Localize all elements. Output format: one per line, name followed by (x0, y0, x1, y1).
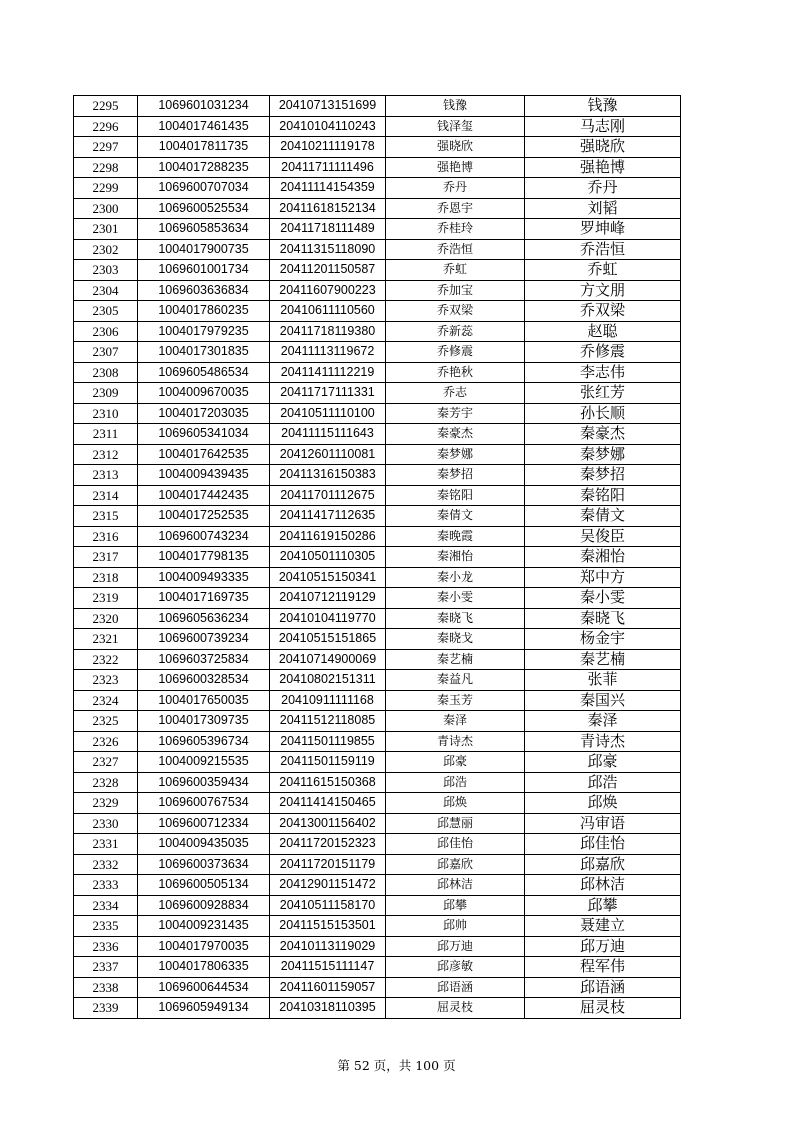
confirmed-name-cell: 赵聪 (525, 321, 681, 342)
table-row (74, 485, 681, 506)
registration-id-cell: 20411512118085 (270, 711, 386, 732)
registration-id-cell: 20411411112219 (270, 362, 386, 383)
confirmed-name-cell: 邱嘉欣 (525, 854, 681, 875)
confirmed-name-cell: 秦小雯 (525, 588, 681, 609)
registration-id-cell: 20410511158170 (270, 895, 386, 916)
registration-id-cell: 20410911111168 (270, 690, 386, 711)
sequence-number-cell: 2322 (74, 649, 138, 670)
table-row (74, 711, 681, 732)
candidate-id-cell: 1069605853634 (138, 219, 270, 240)
candidate-id-cell: 1004017650035 (138, 690, 270, 711)
name-cell: 秦晓戈 (386, 629, 525, 650)
sequence-number-cell: 2299 (74, 178, 138, 199)
table-row (74, 875, 681, 896)
candidate-id-cell: 1004017461435 (138, 116, 270, 137)
name-cell: 乔双梁 (386, 301, 525, 322)
name-cell: 乔志 (386, 383, 525, 404)
confirmed-name-cell: 秦泽 (525, 711, 681, 732)
candidate-id-cell: 1004017811735 (138, 137, 270, 158)
registration-id-cell: 20411315118090 (270, 239, 386, 260)
name-cell: 乔新蕊 (386, 321, 525, 342)
sequence-number-cell: 2338 (74, 977, 138, 998)
candidate-id-cell: 1069600743234 (138, 526, 270, 547)
name-cell: 邱万迪 (386, 936, 525, 957)
sequence-number-cell: 2339 (74, 998, 138, 1019)
registration-id-cell: 20410113119029 (270, 936, 386, 957)
sequence-number-cell: 2312 (74, 444, 138, 465)
registration-id-cell: 20411417112635 (270, 506, 386, 527)
registration-id-cell: 20411201150587 (270, 260, 386, 281)
registration-id-cell: 20412601110081 (270, 444, 386, 465)
confirmed-name-cell: 吴俊臣 (525, 526, 681, 547)
confirmed-name-cell: 冯审语 (525, 813, 681, 834)
sequence-number-cell: 2314 (74, 485, 138, 506)
table-row (74, 670, 681, 691)
confirmed-name-cell: 刘韬 (525, 198, 681, 219)
candidate-id-cell: 1069600739234 (138, 629, 270, 650)
candidate-id-cell: 1004009439435 (138, 465, 270, 486)
candidate-id-cell: 1069600525534 (138, 198, 270, 219)
candidate-id-cell: 1069605396734 (138, 731, 270, 752)
table-row (74, 198, 681, 219)
page-footer: 第 52 页，共 100 页 (337, 1058, 456, 1073)
candidate-id-cell: 1004017301835 (138, 342, 270, 363)
table-row (74, 895, 681, 916)
table-row (74, 342, 681, 363)
sequence-number-cell: 2328 (74, 772, 138, 793)
candidate-id-cell: 1069605341034 (138, 424, 270, 445)
name-cell: 秦小雯 (386, 588, 525, 609)
table-row (74, 629, 681, 650)
registration-id-cell: 20412901151472 (270, 875, 386, 896)
confirmed-name-cell: 张红芳 (525, 383, 681, 404)
candidate-id-cell: 1004017979235 (138, 321, 270, 342)
name-cell: 邱帅 (386, 916, 525, 937)
candidate-id-cell: 1004017288235 (138, 157, 270, 178)
sequence-number-cell: 2298 (74, 157, 138, 178)
registration-id-cell: 20411515111147 (270, 957, 386, 978)
confirmed-name-cell: 郑中方 (525, 567, 681, 588)
candidate-id-cell: 1069600359434 (138, 772, 270, 793)
name-cell: 乔浩恒 (386, 239, 525, 260)
table-row (74, 834, 681, 855)
table-row (74, 957, 681, 978)
name-cell: 邱慧丽 (386, 813, 525, 834)
candidate-id-cell: 1004009435035 (138, 834, 270, 855)
name-cell: 秦梦娜 (386, 444, 525, 465)
confirmed-name-cell: 马志刚 (525, 116, 681, 137)
sequence-number-cell: 2302 (74, 239, 138, 260)
candidate-id-cell: 1004009670035 (138, 383, 270, 404)
registration-id-cell: 20411720151179 (270, 854, 386, 875)
sequence-number-cell: 2297 (74, 137, 138, 158)
table-row (74, 465, 681, 486)
confirmed-name-cell: 秦湘怡 (525, 547, 681, 568)
candidate-id-cell: 1069600328534 (138, 670, 270, 691)
candidate-id-cell: 1004017860235 (138, 301, 270, 322)
registration-id-cell: 20410515150341 (270, 567, 386, 588)
registration-id-cell: 20411720152323 (270, 834, 386, 855)
sequence-number-cell: 2306 (74, 321, 138, 342)
registration-id-cell: 20410501110305 (270, 547, 386, 568)
table-row (74, 649, 681, 670)
table-row (74, 526, 681, 547)
confirmed-name-cell: 乔修震 (525, 342, 681, 363)
registration-id-cell: 20410511110100 (270, 403, 386, 424)
name-cell: 乔修震 (386, 342, 525, 363)
registration-id-cell: 20413001156402 (270, 813, 386, 834)
table-row (74, 96, 681, 117)
registration-id-cell: 20411601159057 (270, 977, 386, 998)
candidate-id-cell: 1069605486534 (138, 362, 270, 383)
table-row (74, 362, 681, 383)
table-row (74, 506, 681, 527)
sequence-number-cell: 2315 (74, 506, 138, 527)
confirmed-name-cell: 钱豫 (525, 96, 681, 117)
candidate-id-cell: 1069601001734 (138, 260, 270, 281)
registration-id-cell: 20411619150286 (270, 526, 386, 547)
sequence-number-cell: 2333 (74, 875, 138, 896)
name-cell: 强晓欣 (386, 137, 525, 158)
table-row (74, 936, 681, 957)
confirmed-name-cell: 罗坤峰 (525, 219, 681, 240)
sequence-number-cell: 2319 (74, 588, 138, 609)
sequence-number-cell: 2336 (74, 936, 138, 957)
registration-id-cell: 20411501159119 (270, 752, 386, 773)
sequence-number-cell: 2316 (74, 526, 138, 547)
candidate-id-cell: 1004017252535 (138, 506, 270, 527)
sequence-number-cell: 2334 (74, 895, 138, 916)
table-row (74, 301, 681, 322)
name-cell: 青诗杰 (386, 731, 525, 752)
candidate-id-cell: 1069600373634 (138, 854, 270, 875)
registration-id-cell: 20411414150465 (270, 793, 386, 814)
candidate-id-cell: 1069600707034 (138, 178, 270, 199)
registration-id-cell: 20410611110560 (270, 301, 386, 322)
sequence-number-cell: 2304 (74, 280, 138, 301)
table-row (74, 793, 681, 814)
name-cell: 邱林洁 (386, 875, 525, 896)
candidate-id-cell: 1069600505134 (138, 875, 270, 896)
confirmed-name-cell: 邱万迪 (525, 936, 681, 957)
name-cell: 邱佳怡 (386, 834, 525, 855)
confirmed-name-cell: 乔双梁 (525, 301, 681, 322)
table-row (74, 588, 681, 609)
registration-id-cell: 20410714900069 (270, 649, 386, 670)
table-row (74, 977, 681, 998)
registration-id-cell: 20410712119129 (270, 588, 386, 609)
name-cell: 乔桂玲 (386, 219, 525, 240)
confirmed-name-cell: 乔浩恒 (525, 239, 681, 260)
sequence-number-cell: 2309 (74, 383, 138, 404)
sequence-number-cell: 2323 (74, 670, 138, 691)
name-cell: 秦倩文 (386, 506, 525, 527)
name-cell: 钱泽玺 (386, 116, 525, 137)
registration-id-cell: 20411718119380 (270, 321, 386, 342)
sequence-number-cell: 2295 (74, 96, 138, 117)
table-row (74, 137, 681, 158)
registration-id-cell: 20411711111496 (270, 157, 386, 178)
table-row (74, 567, 681, 588)
candidate-id-cell: 1069605636234 (138, 608, 270, 629)
table-row (74, 280, 681, 301)
confirmed-name-cell: 屈灵枝 (525, 998, 681, 1019)
table-row (74, 772, 681, 793)
sequence-number-cell: 2317 (74, 547, 138, 568)
registration-id-cell: 20410104119770 (270, 608, 386, 629)
sequence-number-cell: 2321 (74, 629, 138, 650)
records-table (73, 95, 681, 1019)
registration-id-cell: 20411316150383 (270, 465, 386, 486)
confirmed-name-cell: 孙长顺 (525, 403, 681, 424)
confirmed-name-cell: 邱攀 (525, 895, 681, 916)
candidate-id-cell: 1004017309735 (138, 711, 270, 732)
name-cell: 屈灵枝 (386, 998, 525, 1019)
table-row (74, 157, 681, 178)
table-row (74, 854, 681, 875)
registration-id-cell: 20410802151311 (270, 670, 386, 691)
registration-id-cell: 20411718111489 (270, 219, 386, 240)
confirmed-name-cell: 方文朋 (525, 280, 681, 301)
name-cell: 乔加宝 (386, 280, 525, 301)
table-row (74, 260, 681, 281)
name-cell: 秦湘怡 (386, 547, 525, 568)
name-cell: 邱浩 (386, 772, 525, 793)
sequence-number-cell: 2320 (74, 608, 138, 629)
sequence-number-cell: 2303 (74, 260, 138, 281)
candidate-id-cell: 1004017806335 (138, 957, 270, 978)
candidate-id-cell: 1004017203035 (138, 403, 270, 424)
candidate-id-cell: 1004017442435 (138, 485, 270, 506)
sequence-number-cell: 2332 (74, 854, 138, 875)
registration-id-cell: 20410515151865 (270, 629, 386, 650)
registration-id-cell: 20411701112675 (270, 485, 386, 506)
sequence-number-cell: 2307 (74, 342, 138, 363)
name-cell: 乔丹 (386, 178, 525, 199)
name-cell: 邱彦敏 (386, 957, 525, 978)
confirmed-name-cell: 杨金宇 (525, 629, 681, 650)
table-row (74, 752, 681, 773)
candidate-id-cell: 1069603636834 (138, 280, 270, 301)
table-row (74, 321, 681, 342)
confirmed-name-cell: 青诗杰 (525, 731, 681, 752)
name-cell: 邱豪 (386, 752, 525, 773)
table-row (74, 813, 681, 834)
confirmed-name-cell: 李志伟 (525, 362, 681, 383)
registration-id-cell: 20410318110395 (270, 998, 386, 1019)
sequence-number-cell: 2330 (74, 813, 138, 834)
confirmed-name-cell: 邱豪 (525, 752, 681, 773)
sequence-number-cell: 2310 (74, 403, 138, 424)
table-row (74, 608, 681, 629)
confirmed-name-cell: 邱语涵 (525, 977, 681, 998)
name-cell: 强艳博 (386, 157, 525, 178)
confirmed-name-cell: 邱浩 (525, 772, 681, 793)
table-row (74, 403, 681, 424)
registration-id-cell: 20411501119855 (270, 731, 386, 752)
candidate-id-cell: 1069603725834 (138, 649, 270, 670)
confirmed-name-cell: 强晓欣 (525, 137, 681, 158)
name-cell: 邱焕 (386, 793, 525, 814)
sequence-number-cell: 2335 (74, 916, 138, 937)
candidate-id-cell: 1004017970035 (138, 936, 270, 957)
registration-id-cell: 20411114154359 (270, 178, 386, 199)
confirmed-name-cell: 秦梦招 (525, 465, 681, 486)
table-row (74, 547, 681, 568)
confirmed-name-cell: 程军伟 (525, 957, 681, 978)
sequence-number-cell: 2305 (74, 301, 138, 322)
table-row (74, 424, 681, 445)
table-row (74, 916, 681, 937)
name-cell: 秦泽 (386, 711, 525, 732)
name-cell: 秦艺楠 (386, 649, 525, 670)
confirmed-name-cell: 乔虹 (525, 260, 681, 281)
candidate-id-cell: 1004017900735 (138, 239, 270, 260)
candidate-id-cell: 1069601031234 (138, 96, 270, 117)
name-cell: 乔虹 (386, 260, 525, 281)
confirmed-name-cell: 乔丹 (525, 178, 681, 199)
table-row (74, 116, 681, 137)
confirmed-name-cell: 邱林洁 (525, 875, 681, 896)
candidate-id-cell: 1069600712334 (138, 813, 270, 834)
name-cell: 秦梦招 (386, 465, 525, 486)
table-row (74, 383, 681, 404)
sequence-number-cell: 2313 (74, 465, 138, 486)
confirmed-name-cell: 邱佳怡 (525, 834, 681, 855)
registration-id-cell: 20411115111643 (270, 424, 386, 445)
name-cell: 邱攀 (386, 895, 525, 916)
registration-id-cell: 20411717111331 (270, 383, 386, 404)
name-cell: 邱嘉欣 (386, 854, 525, 875)
table-row (74, 998, 681, 1019)
candidate-id-cell: 1069605949134 (138, 998, 270, 1019)
registration-id-cell: 20411607900223 (270, 280, 386, 301)
sequence-number-cell: 2311 (74, 424, 138, 445)
candidate-id-cell: 1004009231435 (138, 916, 270, 937)
table-row (74, 178, 681, 199)
name-cell: 钱豫 (386, 96, 525, 117)
name-cell: 秦豪杰 (386, 424, 525, 445)
table-row (74, 690, 681, 711)
sequence-number-cell: 2327 (74, 752, 138, 773)
confirmed-name-cell: 秦艺楠 (525, 649, 681, 670)
registration-id-cell: 20411113119672 (270, 342, 386, 363)
candidate-id-cell: 1069600928834 (138, 895, 270, 916)
confirmed-name-cell: 秦豪杰 (525, 424, 681, 445)
registration-id-cell: 20411615150368 (270, 772, 386, 793)
confirmed-name-cell: 秦倩文 (525, 506, 681, 527)
table-row (74, 731, 681, 752)
confirmed-name-cell: 邱焕 (525, 793, 681, 814)
sequence-number-cell: 2326 (74, 731, 138, 752)
sequence-number-cell: 2331 (74, 834, 138, 855)
registration-id-cell: 20410104110243 (270, 116, 386, 137)
candidate-id-cell: 1004009215535 (138, 752, 270, 773)
sequence-number-cell: 2324 (74, 690, 138, 711)
confirmed-name-cell: 秦铭阳 (525, 485, 681, 506)
candidate-id-cell: 1004009493335 (138, 567, 270, 588)
name-cell: 邱语涵 (386, 977, 525, 998)
sequence-number-cell: 2308 (74, 362, 138, 383)
name-cell: 乔艳秋 (386, 362, 525, 383)
name-cell: 秦晓飞 (386, 608, 525, 629)
sequence-number-cell: 2318 (74, 567, 138, 588)
name-cell: 秦玉芳 (386, 690, 525, 711)
sequence-number-cell: 2296 (74, 116, 138, 137)
confirmed-name-cell: 秦国兴 (525, 690, 681, 711)
confirmed-name-cell: 秦梦娜 (525, 444, 681, 465)
table-row (74, 444, 681, 465)
candidate-id-cell: 1069600767534 (138, 793, 270, 814)
name-cell: 秦益凡 (386, 670, 525, 691)
table-row (74, 219, 681, 240)
table-row (74, 239, 681, 260)
name-cell: 秦铭阳 (386, 485, 525, 506)
candidate-id-cell: 1004017798135 (138, 547, 270, 568)
name-cell: 秦小龙 (386, 567, 525, 588)
confirmed-name-cell: 聂建立 (525, 916, 681, 937)
sequence-number-cell: 2325 (74, 711, 138, 732)
candidate-id-cell: 1004017169735 (138, 588, 270, 609)
records-table-body (74, 96, 681, 1019)
confirmed-name-cell: 秦晓飞 (525, 608, 681, 629)
registration-id-cell: 20410713151699 (270, 96, 386, 117)
name-cell: 秦芳宇 (386, 403, 525, 424)
candidate-id-cell: 1069600644534 (138, 977, 270, 998)
confirmed-name-cell: 张菲 (525, 670, 681, 691)
confirmed-name-cell: 强艳博 (525, 157, 681, 178)
sequence-number-cell: 2301 (74, 219, 138, 240)
name-cell: 乔恩宇 (386, 198, 525, 219)
candidate-id-cell: 1004017642535 (138, 444, 270, 465)
sequence-number-cell: 2300 (74, 198, 138, 219)
registration-id-cell: 20411515153501 (270, 916, 386, 937)
sequence-number-cell: 2337 (74, 957, 138, 978)
registration-id-cell: 20410211119178 (270, 137, 386, 158)
sequence-number-cell: 2329 (74, 793, 138, 814)
name-cell: 秦晚霞 (386, 526, 525, 547)
registration-id-cell: 20411618152134 (270, 198, 386, 219)
